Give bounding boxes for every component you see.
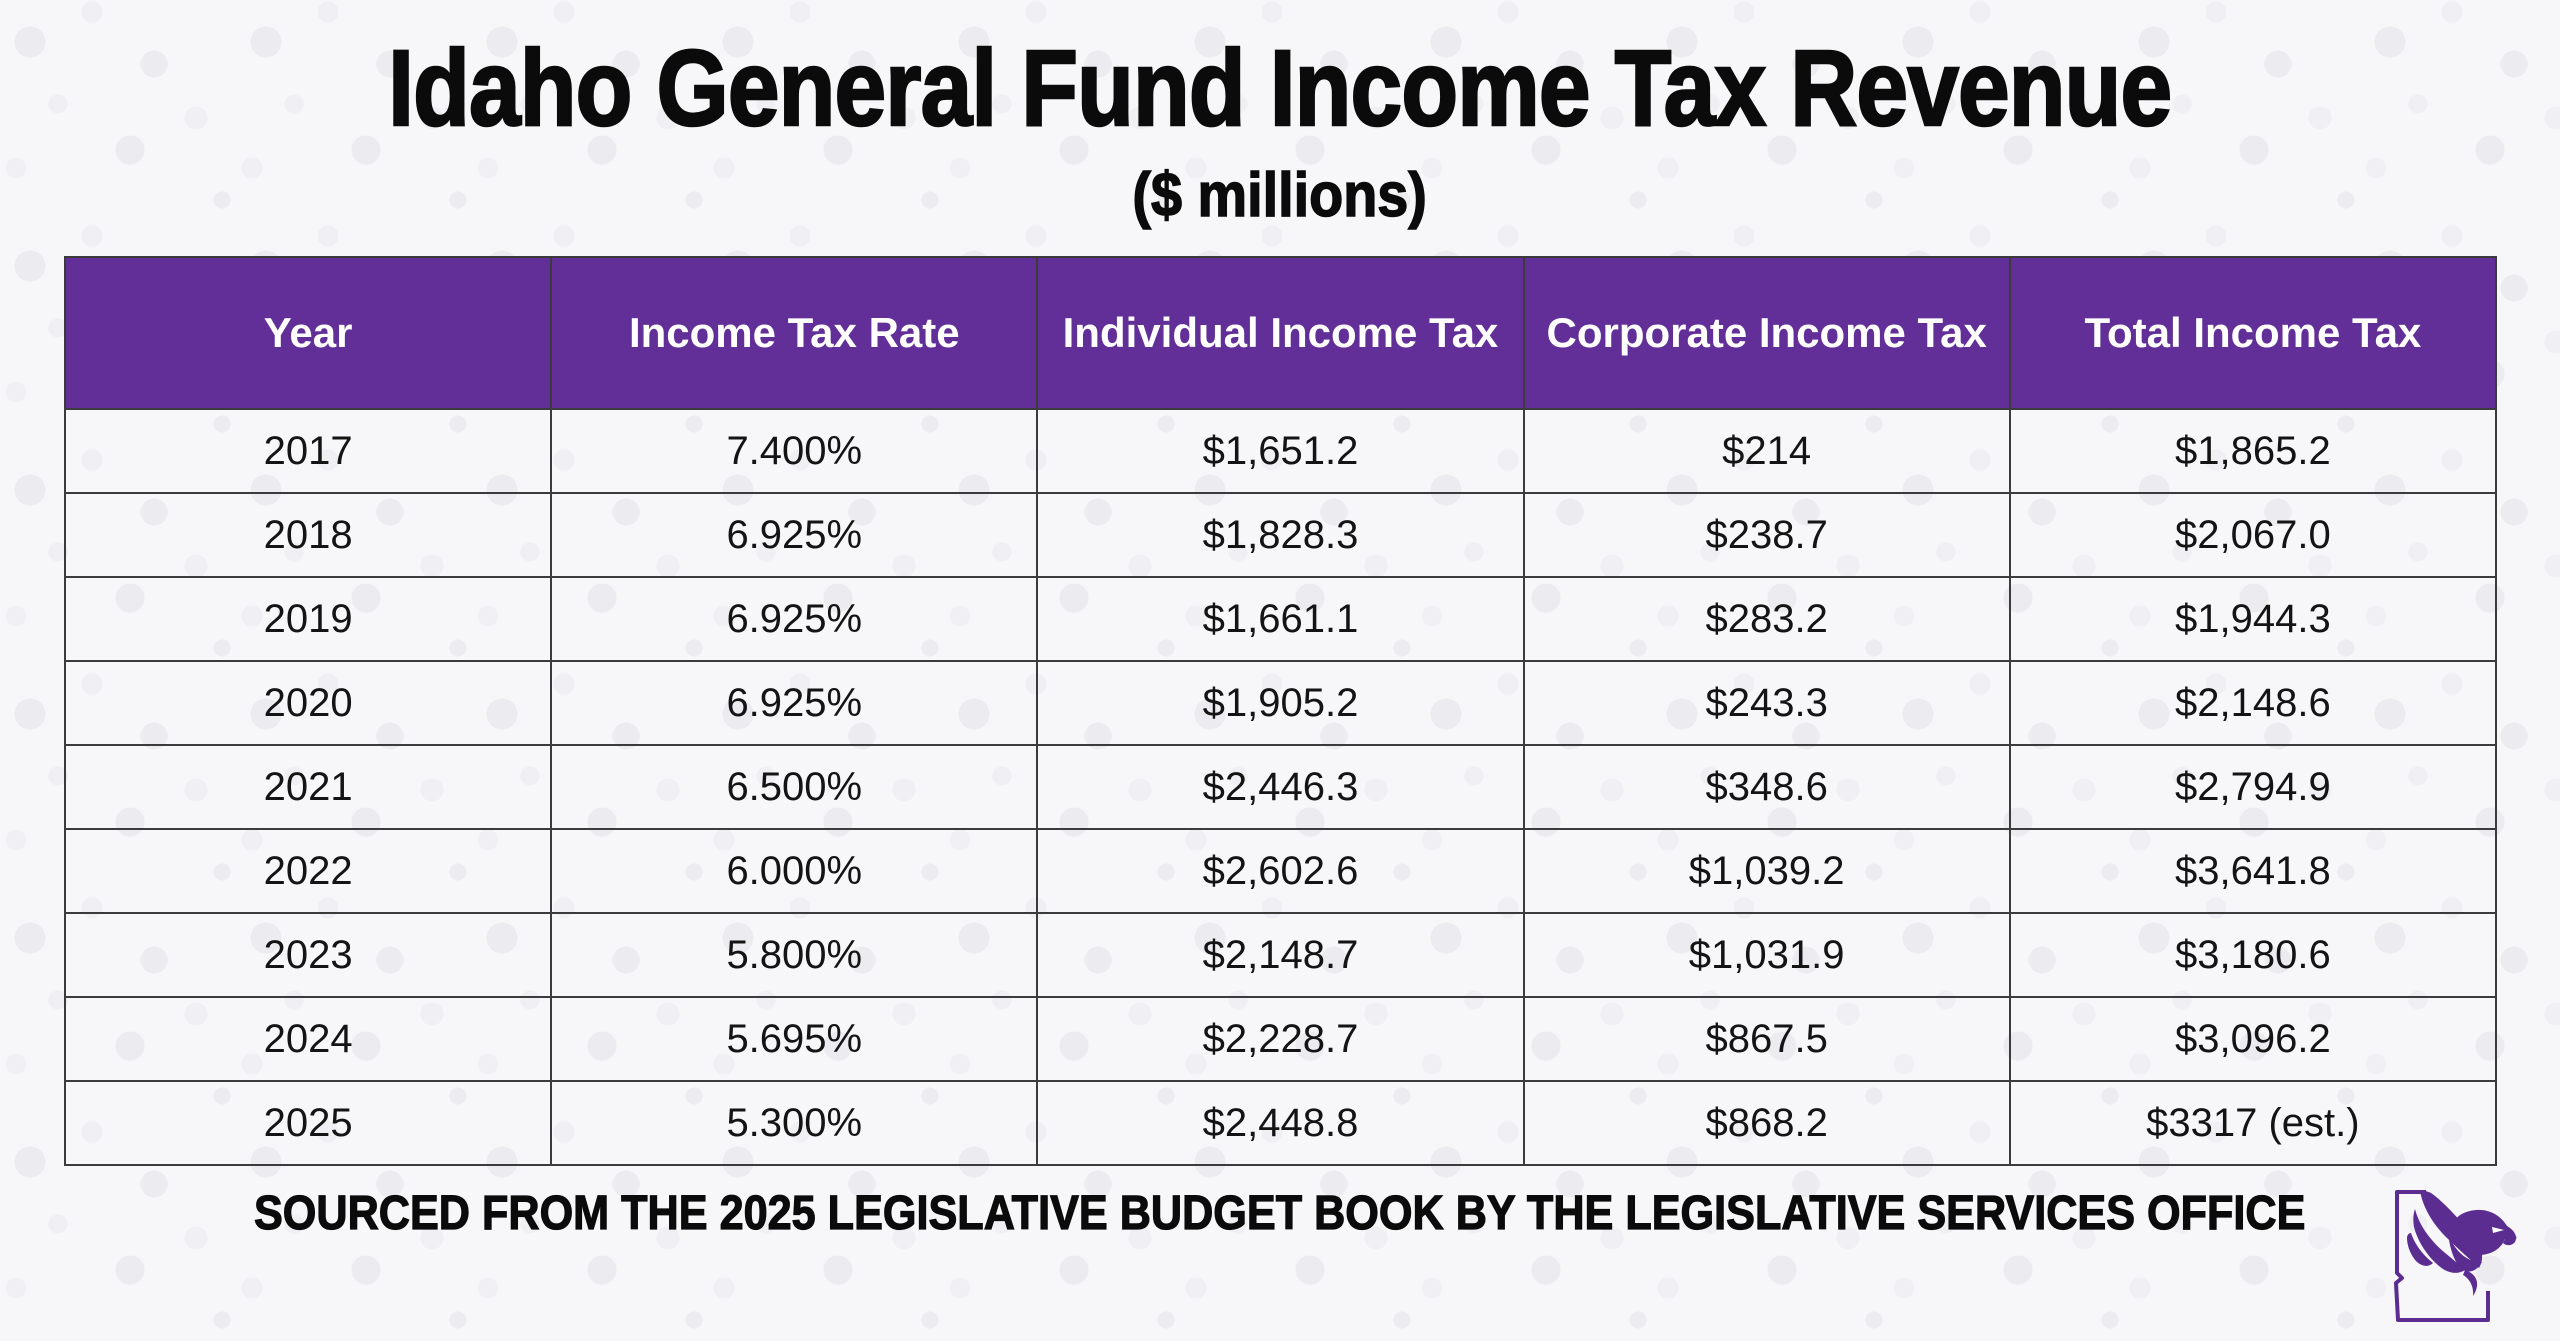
value-cell: $1,661.1 [1037, 577, 1523, 661]
value-cell: $1,039.2 [1524, 829, 2010, 913]
value-cell: $1,031.9 [1524, 913, 2010, 997]
value-cell: 6.925% [551, 493, 1037, 577]
value-cell: $2,448.8 [1037, 1081, 1523, 1165]
value-cell: $2,148.7 [1037, 913, 1523, 997]
column-header-corporate-income-tax: Corporate Income Tax [1524, 257, 2010, 409]
value-cell: $3,096.2 [2010, 997, 2496, 1081]
value-cell: 6.000% [551, 829, 1037, 913]
page-subtitle: ($ millions) [1132, 161, 1428, 230]
year-cell: 2022 [65, 829, 551, 913]
year-cell: 2023 [65, 913, 551, 997]
value-cell: $243.3 [1524, 661, 2010, 745]
value-cell: $214 [1524, 409, 2010, 493]
year-cell: 2019 [65, 577, 551, 661]
column-header-total-income-tax: Total Income Tax [2010, 257, 2496, 409]
table-row-2017 [65, 409, 2496, 493]
table-head [65, 257, 2496, 409]
value-cell: $1,905.2 [1037, 661, 1523, 745]
source-attribution: SOURCED FROM THE 2025 LEGISLATIVE BUDGET BOOK BY THE LEGISLATIVE SERVICES OFFICE [254, 1187, 2306, 1240]
value-cell: $3317 (est.) [2010, 1081, 2496, 1165]
column-header-year: Year [65, 257, 551, 409]
table-row-2022 [65, 829, 2496, 913]
page-subtitle-row [0, 160, 2560, 231]
year-cell: 2021 [65, 745, 551, 829]
table-row-2020 [65, 661, 2496, 745]
value-cell: 5.300% [551, 1081, 1037, 1165]
year-cell: 2020 [65, 661, 551, 745]
value-cell: $1,651.2 [1037, 409, 1523, 493]
table-row-2019 [65, 577, 2496, 661]
idaho-outline-eagle-icon [2388, 1183, 2538, 1333]
table-row-2021 [65, 745, 2496, 829]
table-row-2025 [65, 1081, 2496, 1165]
value-cell: $1,828.3 [1037, 493, 1523, 577]
value-cell: $2,602.6 [1037, 829, 1523, 913]
value-cell: $2,794.9 [2010, 745, 2496, 829]
value-cell: 6.925% [551, 577, 1037, 661]
value-cell: 6.925% [551, 661, 1037, 745]
value-cell: $1,944.3 [2010, 577, 2496, 661]
lso-eagle-logo [2388, 1183, 2538, 1333]
year-cell: 2017 [65, 409, 551, 493]
value-cell: 5.695% [551, 997, 1037, 1081]
year-cell: 2018 [65, 493, 551, 577]
value-cell: $348.6 [1524, 745, 2010, 829]
value-cell: $1,865.2 [2010, 409, 2496, 493]
page-title: Idaho General Fund Income Tax Revenue [388, 27, 2172, 148]
table-body [65, 409, 2496, 1165]
column-header-individual-income-tax: Individual Income Tax [1037, 257, 1523, 409]
value-cell: 6.500% [551, 745, 1037, 829]
value-cell: $3,180.6 [2010, 913, 2496, 997]
income-tax-table [64, 256, 2497, 1166]
year-cell: 2024 [65, 997, 551, 1081]
column-header-income-tax-rate: Income Tax Rate [551, 257, 1037, 409]
page-title-row [0, 26, 2560, 150]
source-attribution-row [0, 1186, 2560, 1241]
value-cell: $3,641.8 [2010, 829, 2496, 913]
value-cell: $2,446.3 [1037, 745, 1523, 829]
value-cell: $2,228.7 [1037, 997, 1523, 1081]
table-row-2023 [65, 913, 2496, 997]
table-row-2018 [65, 493, 2496, 577]
table-row-2024 [65, 997, 2496, 1081]
year-cell: 2025 [65, 1081, 551, 1165]
value-cell: 7.400% [551, 409, 1037, 493]
value-cell: $2,148.6 [2010, 661, 2496, 745]
value-cell: $238.7 [1524, 493, 2010, 577]
value-cell: $2,067.0 [2010, 493, 2496, 577]
header-row [65, 257, 2496, 409]
value-cell: 5.800% [551, 913, 1037, 997]
value-cell: $283.2 [1524, 577, 2010, 661]
value-cell: $868.2 [1524, 1081, 2010, 1165]
value-cell: $867.5 [1524, 997, 2010, 1081]
